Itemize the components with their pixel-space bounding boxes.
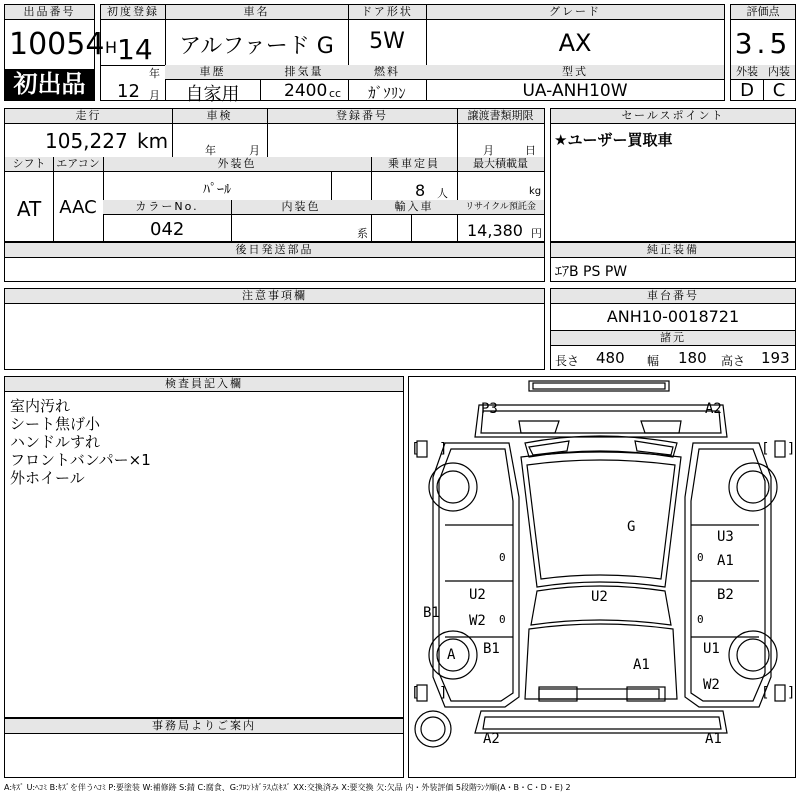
displacement-label: 排気量 xyxy=(260,65,348,79)
inspector-line: 室内汚れ xyxy=(10,397,71,415)
inspector-line: シート焦げ小 xyxy=(10,415,101,433)
score: 3.5 xyxy=(734,27,792,60)
shift: AT xyxy=(16,197,42,221)
interior-grade: C xyxy=(772,80,786,101)
registration-month: 12 xyxy=(117,81,140,102)
notes-box xyxy=(4,288,545,370)
mark-zero-right: 0 xyxy=(697,551,704,564)
score-box xyxy=(730,4,796,101)
inspection-month-unit: 月 xyxy=(249,144,260,157)
recycle-label: リサイクル預託金 xyxy=(457,200,544,215)
month-unit: 月 xyxy=(149,89,160,102)
lot-number-box xyxy=(4,4,105,101)
interior-color-unit: 系 xyxy=(357,227,368,240)
legend: A:ｷｽﾞ U:ﾍｺﾐ B:ｷｽﾞを伴うﾍｺﾐ P:要塗装 W:補修跡 S:錆 C:腐食、G:ﾌﾛﾝﾄｶﾞﾗｽ点ｷｽﾞ XX:交換済み X:要交換 欠:欠品 内・外装評価 5段階ﾗﾝｸ順(A・B・C・D・E) 2 xyxy=(4,783,571,792)
specs-box xyxy=(4,108,545,242)
max-load-label: 最大積載量 xyxy=(457,157,544,172)
mark-bracket-right-3-close: ] xyxy=(787,685,796,701)
equipment: ｴｱB PS PW xyxy=(555,264,628,280)
chassis-number: ANH10-0018721 xyxy=(606,307,740,326)
transfer-day-unit: 日 xyxy=(525,144,536,157)
width-label: 幅 xyxy=(647,354,660,368)
plate-label: 登録番号 xyxy=(267,109,457,124)
model-name: アルファード G xyxy=(179,34,334,59)
import-label: 輸入車 xyxy=(371,200,457,215)
mark-zero-left-2: 0 xyxy=(499,613,506,626)
mark-g: G xyxy=(627,519,636,535)
type-label: 型式 xyxy=(426,65,724,79)
mark-zero-right-2: 0 xyxy=(697,613,704,626)
displacement: 2400 xyxy=(284,81,328,101)
mark-a1-rear: A1 xyxy=(705,731,722,747)
notes-label: 注意事項欄 xyxy=(5,289,544,304)
height: 193 xyxy=(761,349,790,367)
inspector-box xyxy=(4,376,404,718)
equipment-box xyxy=(550,242,796,282)
mark-u2-left: U2 xyxy=(469,587,486,603)
model-type: UA-ANH10W xyxy=(522,81,628,101)
recycle-amount: 14,380 xyxy=(467,221,523,240)
registration-year: 14 xyxy=(117,33,153,66)
mark-b1-wheel: B1 xyxy=(483,641,500,657)
sales-point-label: セールスポイント xyxy=(551,109,795,124)
mark-a2-bottom: A2 xyxy=(483,731,500,747)
office-box xyxy=(4,718,404,778)
dimensions-label: 諸元 xyxy=(551,330,795,346)
inspector-label: 検査員記入欄 xyxy=(5,377,403,392)
color: ﾊﾟｰﾙ xyxy=(203,182,231,198)
mark-bracket-left-close: ] xyxy=(439,441,448,457)
sales-point: ★ユーザー買取車 xyxy=(554,131,673,149)
later-parts-label: 後日発送部品 xyxy=(5,243,544,258)
mark-bracket-left-3-close: ] xyxy=(439,685,448,701)
mark-p3: P3 xyxy=(481,401,498,417)
mark-b1-left: B1 xyxy=(423,605,440,621)
width: 180 xyxy=(678,349,707,367)
mark-bracket-right-3: [ xyxy=(761,685,770,701)
inspection-label: 車検 xyxy=(172,109,267,124)
interior-color-label: 内装色 xyxy=(231,200,371,215)
chassis-label: 車台番号 xyxy=(551,289,795,304)
inspector-line: ハンドルすれ xyxy=(10,433,101,451)
mileage-unit: km xyxy=(137,129,169,153)
mark-u1: U1 xyxy=(703,641,720,657)
capacity-unit: 人 xyxy=(437,187,448,200)
mileage-label: 走行 xyxy=(5,109,172,124)
chassis-box xyxy=(550,288,796,370)
interior-label: 内装 xyxy=(763,65,795,79)
exterior-label: 外装 xyxy=(731,65,763,79)
mark-a1-bottom: A1 xyxy=(633,657,650,673)
mark-zero-left: 0 xyxy=(499,551,506,564)
capacity: 8 xyxy=(415,181,426,200)
max-load-unit: kg xyxy=(529,186,542,197)
capacity-label: 乗車定員 xyxy=(371,157,457,172)
mark-u2-center: U2 xyxy=(591,589,608,605)
lot-number: 10054 xyxy=(9,27,105,62)
damage-diagram xyxy=(408,376,796,778)
car-outline xyxy=(409,377,795,777)
door-type: 5W xyxy=(369,29,405,54)
history: 自家用 xyxy=(185,84,240,105)
era: H xyxy=(105,38,118,57)
registration-label: 初度登録 xyxy=(101,5,165,20)
aircon: AAC xyxy=(59,197,97,218)
fuel: ｶﾞｿﾘﾝ xyxy=(368,84,406,102)
color-number: 042 xyxy=(150,219,185,240)
aircon-label: エアコン xyxy=(53,157,103,172)
mark-w2-right: W2 xyxy=(703,677,720,693)
office-label: 事務局よりご案内 xyxy=(5,719,403,734)
transfer-label: 譲渡書類期限 xyxy=(457,109,544,124)
history-label: 車歴 xyxy=(165,65,260,79)
exterior-grade: D xyxy=(740,80,754,101)
height-label: 高さ xyxy=(721,354,746,368)
mark-u3: U3 xyxy=(717,529,734,545)
lot-number-label: 出品番号 xyxy=(5,5,94,20)
mark-bracket-right-close: ] xyxy=(787,441,796,457)
fuel-label: 燃料 xyxy=(348,65,426,79)
mark-w2-left: W2 xyxy=(469,613,486,629)
first-listing-badge: 初出品 xyxy=(5,69,94,100)
mark-a1-right: A1 xyxy=(717,553,734,569)
year-unit: 年 xyxy=(149,67,160,80)
recycle-unit: 円 xyxy=(531,227,542,240)
grade: AX xyxy=(558,29,592,57)
later-parts-box xyxy=(4,242,545,282)
mark-bracket-right: [ xyxy=(761,441,770,457)
door-label: ドア形状 xyxy=(348,5,426,20)
grade-label: グレード xyxy=(426,5,724,20)
mark-a2-top: A2 xyxy=(705,401,722,417)
transfer-month-unit: 月 xyxy=(483,144,494,157)
model-label: 車名 xyxy=(165,5,348,20)
mark-a-wheel: A xyxy=(447,647,456,663)
mark-b2: B2 xyxy=(717,587,734,603)
inspector-line: フロントバンパー×1 xyxy=(10,451,151,469)
inspection-year-unit: 年 xyxy=(205,144,216,157)
shift-label: シフト xyxy=(5,157,53,172)
color-label: 外装色 xyxy=(103,157,371,172)
mileage: 105,227 xyxy=(45,129,128,153)
vehicle-header-box xyxy=(100,4,725,105)
mark-bracket-left: [ xyxy=(411,441,420,457)
equipment-label: 純正装備 xyxy=(551,243,795,258)
mark-bracket-left-3: [ xyxy=(411,685,420,701)
sales-point-box xyxy=(550,108,796,242)
length-label: 長さ xyxy=(555,354,580,368)
score-label: 評価点 xyxy=(731,5,795,20)
length: 480 xyxy=(596,349,625,367)
color-no-label: カラーNo. xyxy=(103,200,231,215)
inspector-line: 外ホイール xyxy=(10,469,85,487)
displacement-unit: cc xyxy=(329,87,342,100)
